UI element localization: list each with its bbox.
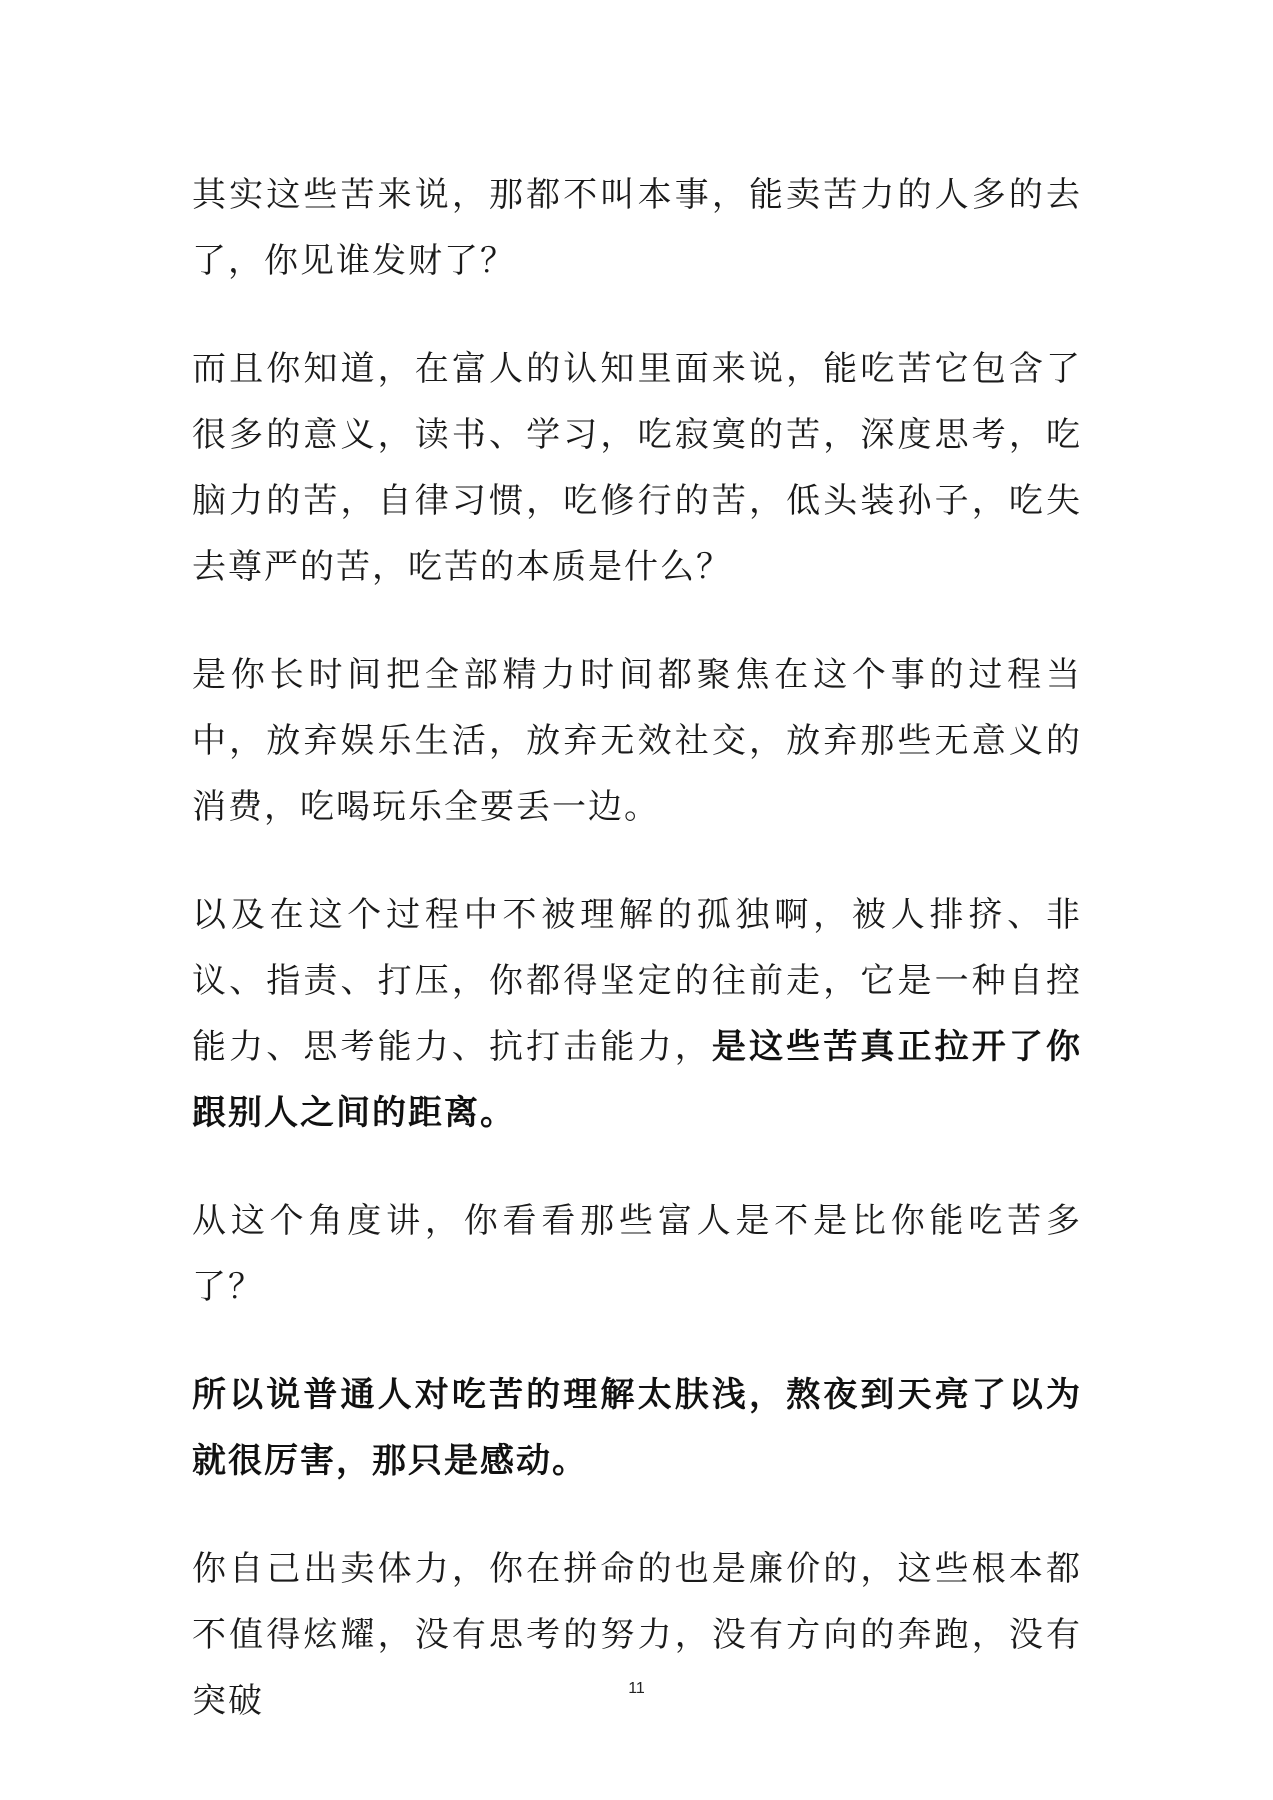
paragraph-7-text: 你自己出卖体力，你在拼命的也是廉价的，这些根本都不值得炫耀，没有思考的努力，没有方向的奔跑，没有突破 [192, 1549, 1082, 1721]
paragraph-1-text: 其实这些苦来说，那都不叫本事，能卖苦力的人多的去了，你见谁发财了？ [192, 175, 1082, 281]
body-text [192, 162, 1082, 1776]
paragraph-7 [192, 1536, 1082, 1734]
paragraph-4-text: 以及在这个过程中不被理解的孤独啊，被人排挤、非议、指责、打压，你都得坚定的往前走，它是一种自控能力、思考能力、抗打击能力， [192, 895, 1082, 1067]
paragraph-4-bold-text: 是这些苦真正拉开了你跟别人之间的距离。 [192, 1027, 1083, 1133]
paragraph-4 [192, 882, 1082, 1146]
paragraph-1 [192, 162, 1082, 294]
paragraph-6-bold-text: 所以说普通人对吃苦的理解太肤浅，熬夜到天亮了以为就很厉害，那只是感动。 [192, 1375, 1082, 1481]
paragraph-5 [192, 1188, 1082, 1320]
paragraph-6 [192, 1362, 1082, 1494]
paragraph-3 [192, 642, 1082, 840]
paragraph-2-text: 而且你知道，在富人的认知里面来说，能吃苦它包含了很多的意义，读书、学习，吃寂寞的苦，深度思考，吃脑力的苦，自律习惯，吃修行的苦，低头装孙子，吃失去尊严的苦，吃苦的本质是什么？ [192, 349, 1082, 587]
paragraph-3-text: 是你长时间把全部精力时间都聚焦在这个事的过程当中，放弃娱乐生活，放弃无效社交，放弃那些无意义的消费，吃喝玩乐全要丢一边。 [192, 655, 1082, 827]
paragraph-2 [192, 336, 1082, 600]
page-number: 11 [628, 1680, 645, 1697]
paragraph-5-text: 从这个角度讲，你看看那些富人是不是比你能吃苦多了？ [192, 1201, 1082, 1307]
